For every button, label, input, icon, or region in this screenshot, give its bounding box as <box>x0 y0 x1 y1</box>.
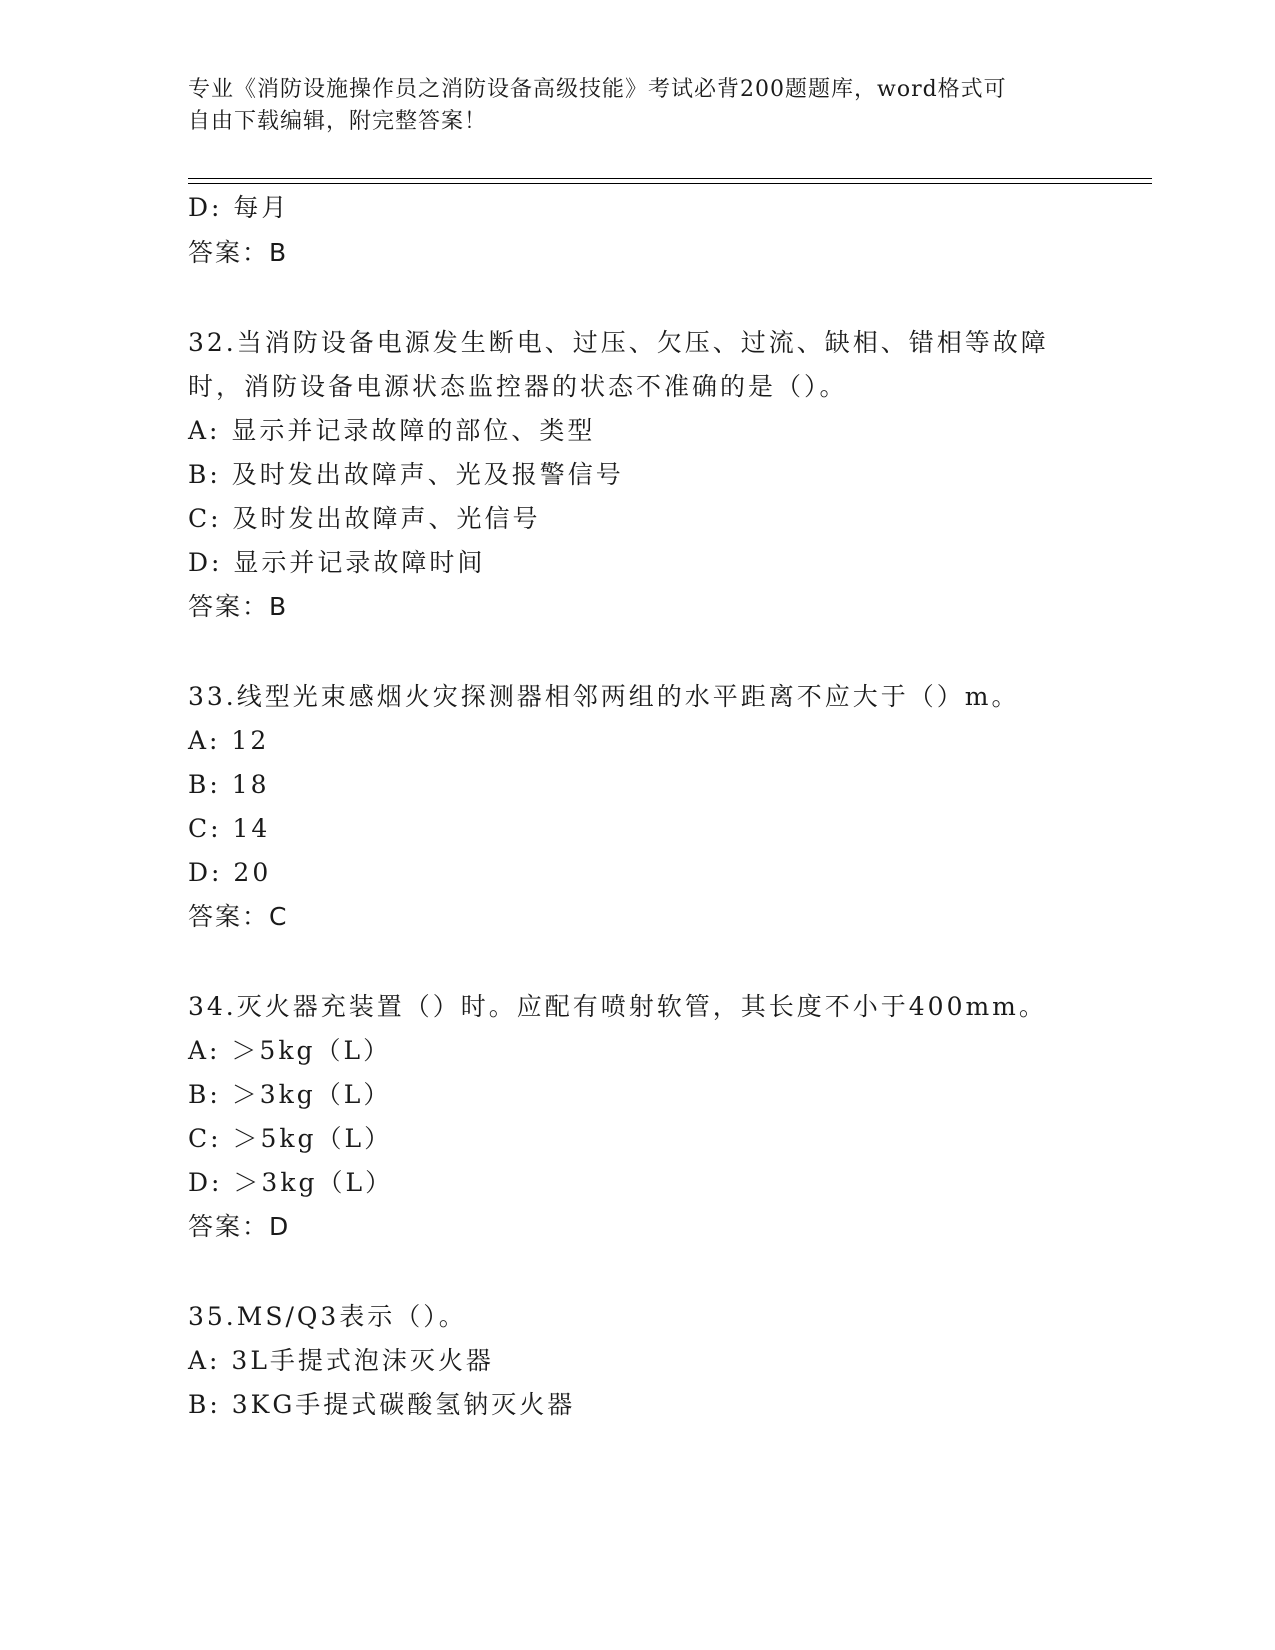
header-rule-bottom <box>188 183 1152 184</box>
q34-option-b: B: ＞3kg（L） <box>188 1080 392 1109</box>
q35-stem: 35.MS/Q3表示（）。 <box>188 1302 467 1331</box>
q34-option-a: A: ＞5kg（L） <box>188 1036 392 1065</box>
q32-option-b: B: 及时发出故障声、光及报警信号 <box>188 460 624 489</box>
document-header <box>188 74 1088 138</box>
q35-option-a: A: 3L手提式泡沫灭火器 <box>188 1346 494 1375</box>
q33-option-c: C: 14 <box>188 814 271 843</box>
q34-option-d: D: ＞3kg（L） <box>188 1168 394 1197</box>
q34-answer: 答案：D <box>188 1212 291 1241</box>
q31-option-d: D: 每月 <box>188 193 290 222</box>
header-line-2: 自由下载编辑，附完整答案！ <box>188 109 488 134</box>
q32-answer: 答案：B <box>188 592 289 621</box>
q33-stem: 33.线型光束感烟火灾探测器相邻两组的水平距离不应大于（）m。 <box>188 682 1020 711</box>
q32-stem-line-1: 32.当消防设备电源发生断电、过压、欠压、过流、缺相、错相等故障 <box>188 328 1049 357</box>
q33-option-a: A: 12 <box>188 726 270 755</box>
q32-option-c: C: 及时发出故障声、光信号 <box>188 504 541 533</box>
q31-answer: 答案：B <box>188 238 289 267</box>
q32-option-a: A: 显示并记录故障的部位、类型 <box>188 416 596 445</box>
q33-option-b: B: 18 <box>188 770 270 799</box>
header-line-1: 专业《消防设施操作员之消防设备高级技能》考试必背200题题库，word格式可 <box>188 77 1007 102</box>
q34-option-c: C: ＞5kg（L） <box>188 1124 393 1153</box>
q32-option-d: D: 显示并记录故障时间 <box>188 548 486 577</box>
q33-answer: 答案：C <box>188 902 289 931</box>
q33-option-d: D: 20 <box>188 858 272 887</box>
header-rule-top <box>188 178 1152 179</box>
q34-stem: 34.灭火器充装置（）时。应配有喷射软管，其长度不小于400mm。 <box>188 992 1047 1021</box>
q35-option-b: B: 3KG手提式碳酸氢钠灭火器 <box>188 1390 576 1419</box>
q32-stem-line-2: 时，消防设备电源状态监控器的状态不准确的是（）。 <box>188 372 848 401</box>
